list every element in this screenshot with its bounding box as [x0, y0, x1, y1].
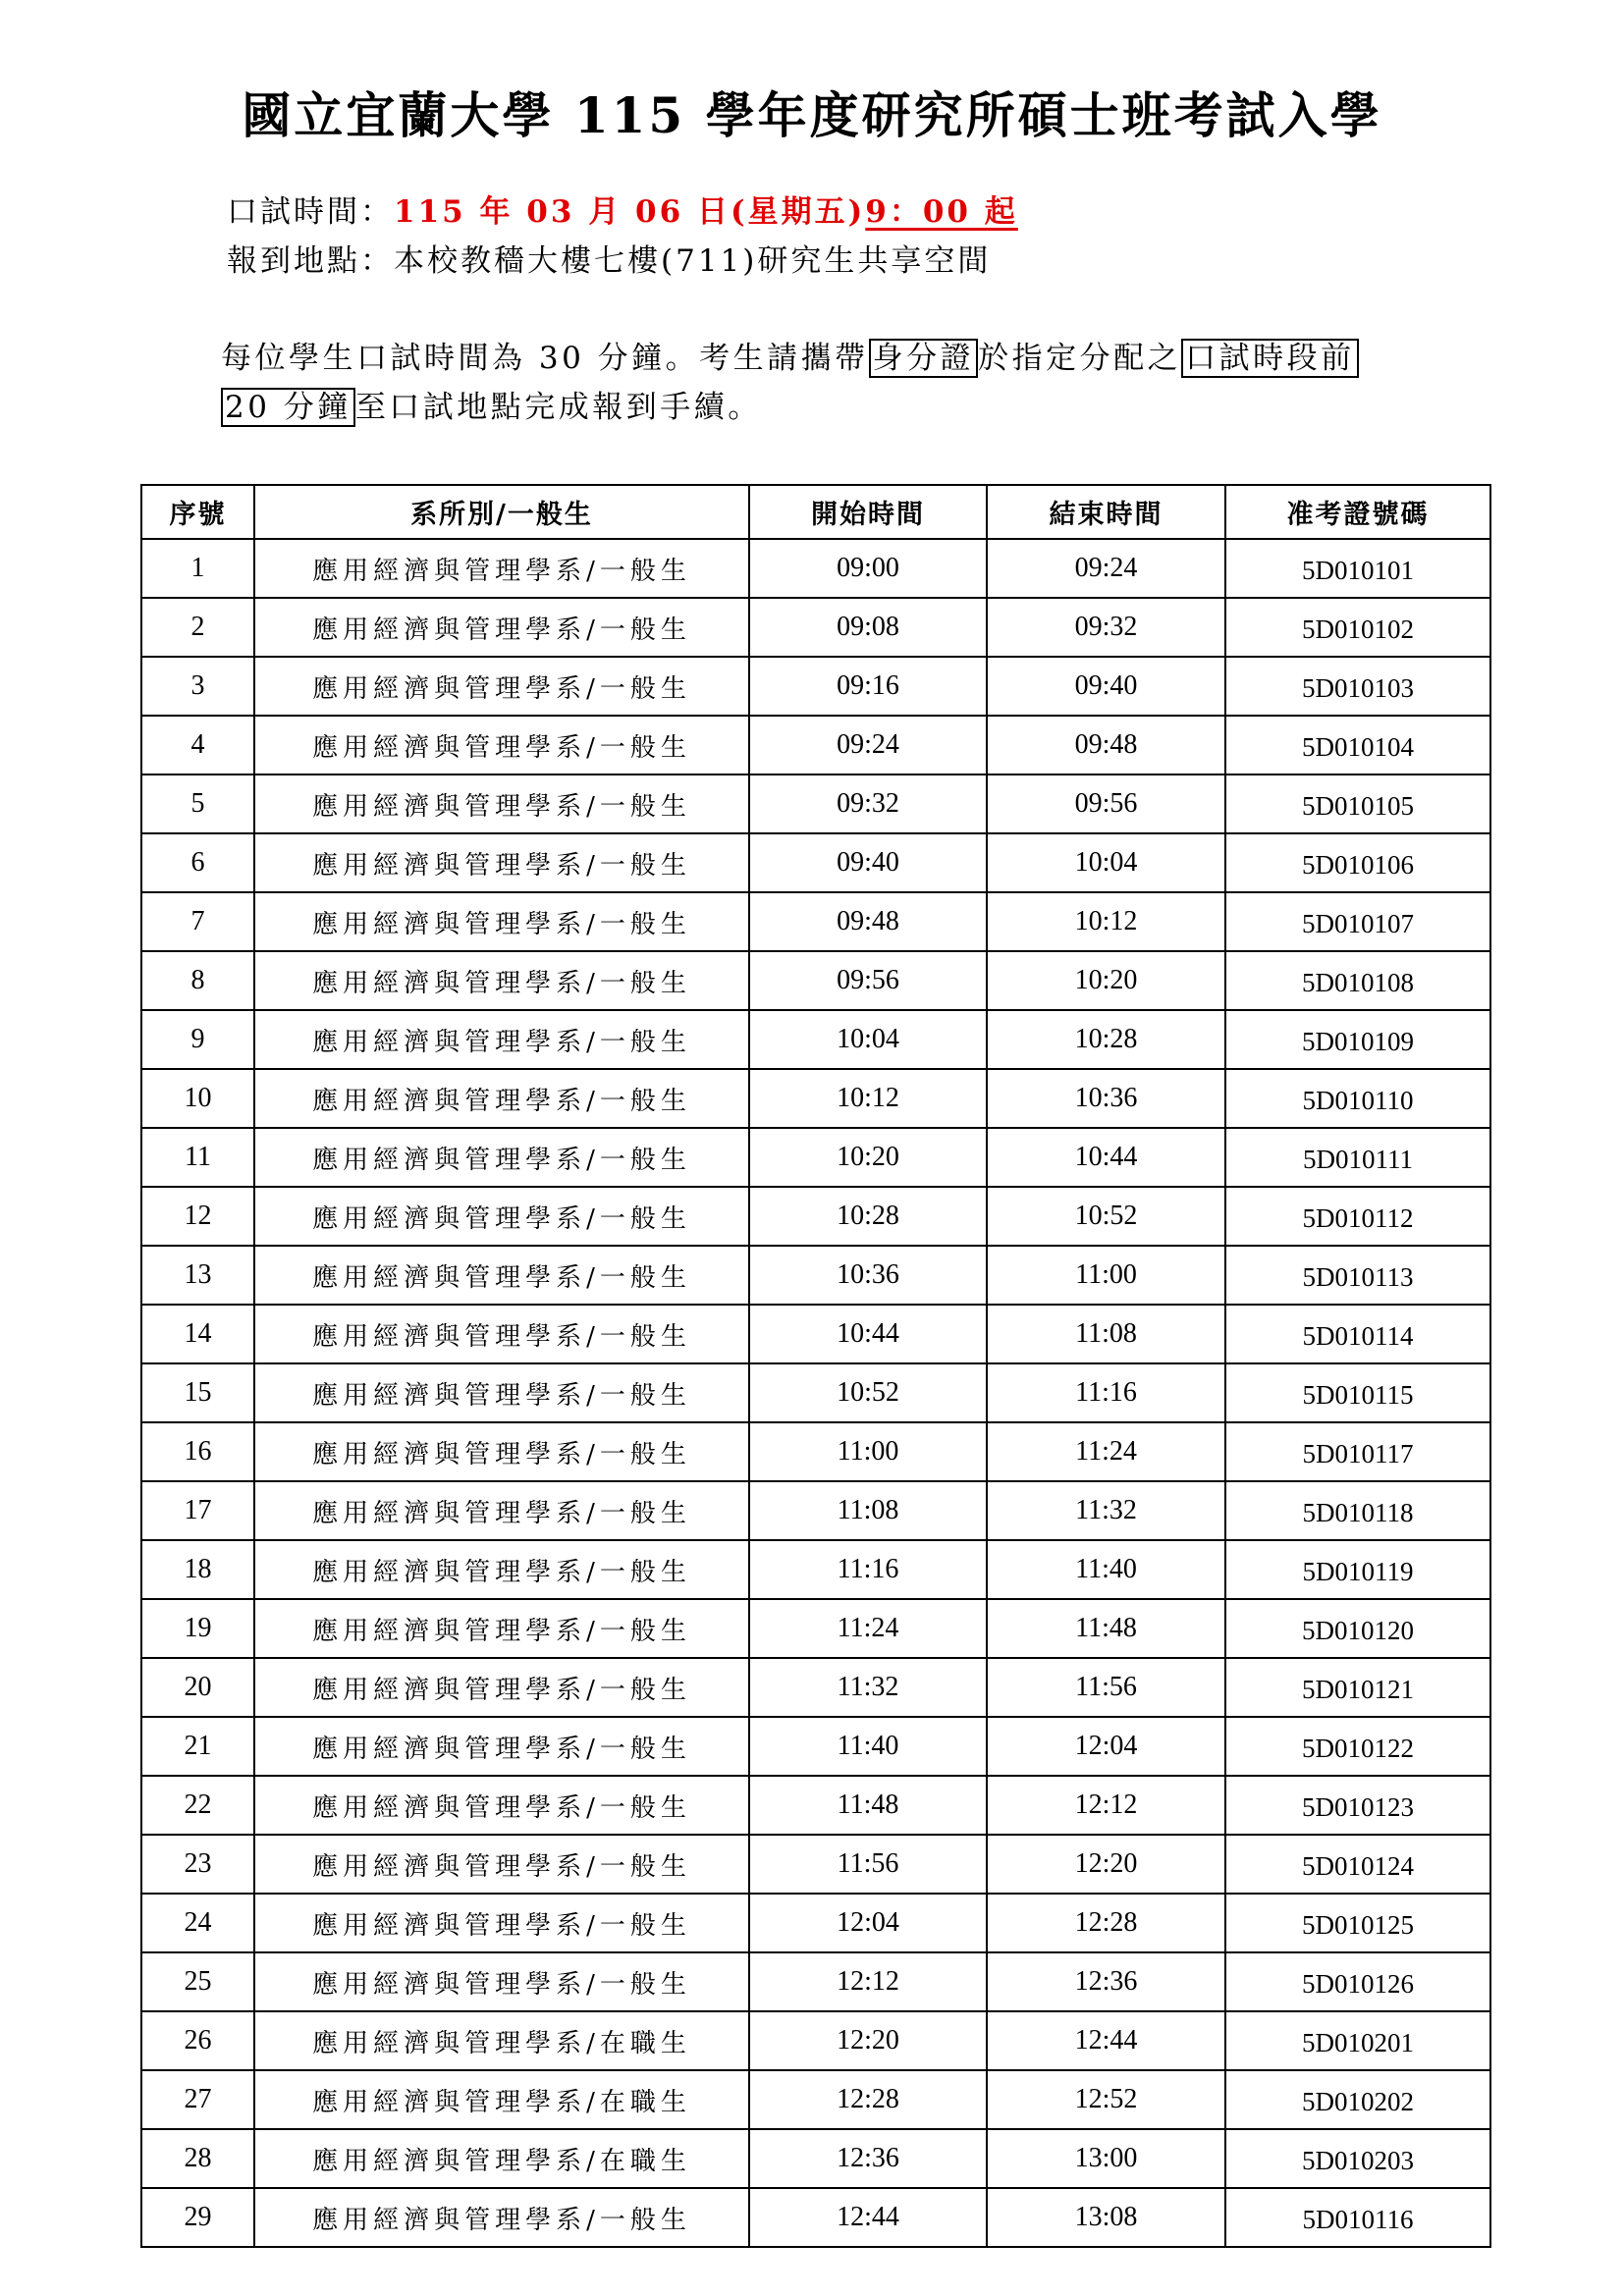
- row-number: 23: [141, 1835, 254, 1894]
- row-number: 26: [141, 2011, 254, 2070]
- row-end-time: 11:40: [987, 1540, 1225, 1599]
- row-admission-id: 5D010122: [1225, 1717, 1490, 1776]
- row-start-time: 09:40: [749, 833, 987, 892]
- row-department: 應用經濟與管理學系/一般生: [254, 539, 749, 598]
- row-department: 應用經濟與管理學系/一般生: [254, 716, 749, 774]
- table-row: [141, 657, 1490, 716]
- table-row: [141, 1835, 1490, 1894]
- row-department: 應用經濟與管理學系/在職生: [254, 2070, 749, 2129]
- row-number: 21: [141, 1717, 254, 1776]
- row-department: 應用經濟與管理學系/在職生: [254, 2129, 749, 2188]
- row-number: 17: [141, 1481, 254, 1540]
- row-start-time: 10:52: [749, 1363, 987, 1422]
- row-number: 22: [141, 1776, 254, 1835]
- row-end-time: 09:48: [987, 716, 1225, 774]
- table-row: [141, 2188, 1490, 2247]
- row-department: 應用經濟與管理學系/一般生: [254, 1128, 749, 1187]
- row-admission-id: 5D010121: [1225, 1658, 1490, 1717]
- row-start-time: 12:36: [749, 2129, 987, 2188]
- row-department: 應用經濟與管理學系/一般生: [254, 598, 749, 657]
- row-number: 25: [141, 1952, 254, 2011]
- row-admission-id: 5D010124: [1225, 1835, 1490, 1894]
- row-admission-id: 5D010114: [1225, 1305, 1490, 1363]
- row-start-time: 09:32: [749, 774, 987, 833]
- notice-boxed-id-card: 身分證: [869, 339, 979, 378]
- location-label: 報到地點：: [227, 243, 394, 279]
- row-department: 應用經濟與管理學系/一般生: [254, 1481, 749, 1540]
- row-admission-id: 5D010101: [1225, 539, 1490, 598]
- exam-time-label: 口試時間：: [227, 194, 394, 230]
- row-admission-id: 5D010115: [1225, 1363, 1490, 1422]
- row-number: 2: [141, 598, 254, 657]
- table-row: [141, 1010, 1490, 1069]
- row-department: 應用經濟與管理學系/一般生: [254, 2188, 749, 2247]
- notice-line-2: [221, 383, 762, 432]
- row-number: 4: [141, 716, 254, 774]
- row-end-time: 10:28: [987, 1010, 1225, 1069]
- row-start-time: 09:08: [749, 598, 987, 657]
- row-admission-id: 5D010119: [1225, 1540, 1490, 1599]
- row-end-time: 11:56: [987, 1658, 1225, 1717]
- row-admission-id: 5D010107: [1225, 892, 1490, 951]
- table-row: [141, 774, 1490, 833]
- table-row: [141, 2011, 1490, 2070]
- row-admission-id: 5D010102: [1225, 598, 1490, 657]
- page-title: 國立宜蘭大學 115 學年度研究所碩士班考試入學: [242, 86, 1382, 144]
- row-admission-id: 5D010109: [1225, 1010, 1490, 1069]
- notice-text-3: 至口試地點完成報到手續。: [354, 390, 762, 425]
- table-row: [141, 1894, 1490, 1952]
- row-admission-id: 5D010106: [1225, 833, 1490, 892]
- row-end-time: 12:04: [987, 1717, 1225, 1776]
- row-admission-id: 5D010105: [1225, 774, 1490, 833]
- table-row: [141, 1246, 1490, 1305]
- row-department: 應用經濟與管理學系/一般生: [254, 1069, 749, 1128]
- row-department: 應用經濟與管理學系/一般生: [254, 833, 749, 892]
- row-end-time: 11:08: [987, 1305, 1225, 1363]
- row-admission-id: 5D010104: [1225, 716, 1490, 774]
- row-admission-id: 5D010113: [1225, 1246, 1490, 1305]
- row-end-time: 11:00: [987, 1246, 1225, 1305]
- table-row: [141, 1599, 1490, 1658]
- row-admission-id: 5D010201: [1225, 2011, 1490, 2070]
- notice-boxed-20-minutes: 20 分鐘: [221, 388, 355, 427]
- row-end-time: 09:56: [987, 774, 1225, 833]
- row-end-time: 11:24: [987, 1422, 1225, 1481]
- exam-date: 115 年 03 月 06 日(星期五): [394, 194, 866, 230]
- table-row: [141, 1540, 1490, 1599]
- row-end-time: 10:44: [987, 1128, 1225, 1187]
- row-end-time: 11:32: [987, 1481, 1225, 1540]
- row-admission-id: 5D010103: [1225, 657, 1490, 716]
- schedule-table: [140, 484, 1491, 2248]
- table-row: [141, 1776, 1490, 1835]
- row-admission-id: 5D010110: [1225, 1069, 1490, 1128]
- table-row: [141, 1952, 1490, 2011]
- row-start-time: 11:00: [749, 1422, 987, 1481]
- row-number: 8: [141, 951, 254, 1010]
- row-number: 28: [141, 2129, 254, 2188]
- location-line: [227, 241, 991, 281]
- row-end-time: 10:20: [987, 951, 1225, 1010]
- row-department: 應用經濟與管理學系/一般生: [254, 1187, 749, 1246]
- row-admission-id: 5D010202: [1225, 2070, 1490, 2129]
- row-end-time: 13:08: [987, 2188, 1225, 2247]
- row-start-time: 10:20: [749, 1128, 987, 1187]
- row-admission-id: 5D010203: [1225, 2129, 1490, 2188]
- notice-text-2: 於指定分配之: [978, 341, 1182, 376]
- row-department: 應用經濟與管理學系/一般生: [254, 1894, 749, 1952]
- row-number: 16: [141, 1422, 254, 1481]
- row-end-time: 12:28: [987, 1894, 1225, 1952]
- row-start-time: 10:28: [749, 1187, 987, 1246]
- row-end-time: 10:36: [987, 1069, 1225, 1128]
- table-row: [141, 716, 1490, 774]
- row-end-time: 12:12: [987, 1776, 1225, 1835]
- table-row: [141, 1422, 1490, 1481]
- row-department: 應用經濟與管理學系/一般生: [254, 1010, 749, 1069]
- header-id: 准考證號碼: [1225, 485, 1490, 539]
- row-number: 14: [141, 1305, 254, 1363]
- location-value: 本校教穡大樓七樓(711)研究生共享空間: [394, 243, 992, 279]
- row-number: 15: [141, 1363, 254, 1422]
- row-department: 應用經濟與管理學系/一般生: [254, 1422, 749, 1481]
- row-department: 應用經濟與管理學系/一般生: [254, 892, 749, 951]
- row-start-time: 11:56: [749, 1835, 987, 1894]
- row-start-time: 09:16: [749, 657, 987, 716]
- exam-time-line: [227, 192, 1018, 232]
- row-department: 應用經濟與管理學系/一般生: [254, 1363, 749, 1422]
- table-row: [141, 598, 1490, 657]
- row-start-time: 12:04: [749, 1894, 987, 1952]
- table-row: [141, 2129, 1490, 2188]
- row-number: 11: [141, 1128, 254, 1187]
- table-row: [141, 539, 1490, 598]
- row-admission-id: 5D010112: [1225, 1187, 1490, 1246]
- row-end-time: 09:40: [987, 657, 1225, 716]
- row-department: 應用經濟與管理學系/一般生: [254, 1717, 749, 1776]
- table-row: [141, 1187, 1490, 1246]
- row-start-time: 09:48: [749, 892, 987, 951]
- row-number: 9: [141, 1010, 254, 1069]
- row-admission-id: 5D010123: [1225, 1776, 1490, 1835]
- table-row: [141, 1363, 1490, 1422]
- row-start-time: 11:32: [749, 1658, 987, 1717]
- row-admission-id: 5D010117: [1225, 1422, 1490, 1481]
- row-department: 應用經濟與管理學系/一般生: [254, 1952, 749, 2011]
- row-start-time: 11:16: [749, 1540, 987, 1599]
- row-admission-id: 5D010125: [1225, 1894, 1490, 1952]
- row-department: 應用經濟與管理學系/一般生: [254, 657, 749, 716]
- row-start-time: 11:40: [749, 1717, 987, 1776]
- row-number: 20: [141, 1658, 254, 1717]
- row-department: 應用經濟與管理學系/一般生: [254, 1658, 749, 1717]
- row-start-time: 12:12: [749, 1952, 987, 2011]
- row-end-time: 12:20: [987, 1835, 1225, 1894]
- row-department: 應用經濟與管理學系/一般生: [254, 1246, 749, 1305]
- row-start-time: 10:36: [749, 1246, 987, 1305]
- row-end-time: 10:12: [987, 892, 1225, 951]
- row-end-time: 13:00: [987, 2129, 1225, 2188]
- row-end-time: 10:04: [987, 833, 1225, 892]
- table-row: [141, 2070, 1490, 2129]
- row-end-time: 09:32: [987, 598, 1225, 657]
- row-start-time: 09:00: [749, 539, 987, 598]
- table-row: [141, 1658, 1490, 1717]
- table-row: [141, 1717, 1490, 1776]
- row-number: 13: [141, 1246, 254, 1305]
- row-start-time: 12:20: [749, 2011, 987, 2070]
- row-start-time: 11:08: [749, 1481, 987, 1540]
- row-start-time: 10:04: [749, 1010, 987, 1069]
- table-row: [141, 1305, 1490, 1363]
- row-number: 27: [141, 2070, 254, 2129]
- row-end-time: 12:44: [987, 2011, 1225, 2070]
- row-end-time: 10:52: [987, 1187, 1225, 1246]
- row-number: 1: [141, 539, 254, 598]
- row-admission-id: 5D010116: [1225, 2188, 1490, 2247]
- table-row: [141, 1481, 1490, 1540]
- header-end: 結束時間: [987, 485, 1225, 539]
- row-start-time: 10:44: [749, 1305, 987, 1363]
- row-department: 應用經濟與管理學系/一般生: [254, 951, 749, 1010]
- header-dept: 系所別/一般生: [254, 485, 749, 539]
- row-department: 應用經濟與管理學系/一般生: [254, 774, 749, 833]
- row-department: 應用經濟與管理學系/一般生: [254, 1305, 749, 1363]
- notice-text-1: 每位學生口試時間為 30 分鐘。考生請攜帶: [221, 341, 869, 376]
- row-number: 7: [141, 892, 254, 951]
- header-no: 序號: [141, 485, 254, 539]
- row-number: 12: [141, 1187, 254, 1246]
- table-row: [141, 1128, 1490, 1187]
- row-start-time: 11:24: [749, 1599, 987, 1658]
- row-department: 應用經濟與管理學系/一般生: [254, 1599, 749, 1658]
- row-department: 應用經濟與管理學系/一般生: [254, 1540, 749, 1599]
- row-start-time: 12:28: [749, 2070, 987, 2129]
- row-end-time: 11:16: [987, 1363, 1225, 1422]
- notice-boxed-before-slot: 口試時段前: [1181, 339, 1359, 378]
- row-department: 應用經濟與管理學系/在職生: [254, 2011, 749, 2070]
- row-department: 應用經濟與管理學系/一般生: [254, 1835, 749, 1894]
- row-number: 19: [141, 1599, 254, 1658]
- row-number: 18: [141, 1540, 254, 1599]
- row-start-time: 11:48: [749, 1776, 987, 1835]
- table-header-row: [141, 485, 1490, 539]
- exam-start-time: 9：00 起: [865, 194, 1018, 230]
- row-number: 24: [141, 1894, 254, 1952]
- row-admission-id: 5D010118: [1225, 1481, 1490, 1540]
- notice-line-1: [221, 334, 1359, 383]
- row-end-time: 12:52: [987, 2070, 1225, 2129]
- table-row: [141, 951, 1490, 1010]
- row-number: 10: [141, 1069, 254, 1128]
- row-number: 6: [141, 833, 254, 892]
- row-number: 3: [141, 657, 254, 716]
- row-end-time: 09:24: [987, 539, 1225, 598]
- row-start-time: 10:12: [749, 1069, 987, 1128]
- row-start-time: 09:24: [749, 716, 987, 774]
- row-number: 5: [141, 774, 254, 833]
- table-row: [141, 833, 1490, 892]
- row-number: 29: [141, 2188, 254, 2247]
- row-end-time: 12:36: [987, 1952, 1225, 2011]
- row-start-time: 09:56: [749, 951, 987, 1010]
- row-admission-id: 5D010111: [1225, 1128, 1490, 1187]
- row-department: 應用經濟與管理學系/一般生: [254, 1776, 749, 1835]
- table-row: [141, 1069, 1490, 1128]
- row-admission-id: 5D010120: [1225, 1599, 1490, 1658]
- row-admission-id: 5D010126: [1225, 1952, 1490, 2011]
- row-admission-id: 5D010108: [1225, 951, 1490, 1010]
- row-end-time: 11:48: [987, 1599, 1225, 1658]
- header-start: 開始時間: [749, 485, 987, 539]
- row-start-time: 12:44: [749, 2188, 987, 2247]
- table-row: [141, 892, 1490, 951]
